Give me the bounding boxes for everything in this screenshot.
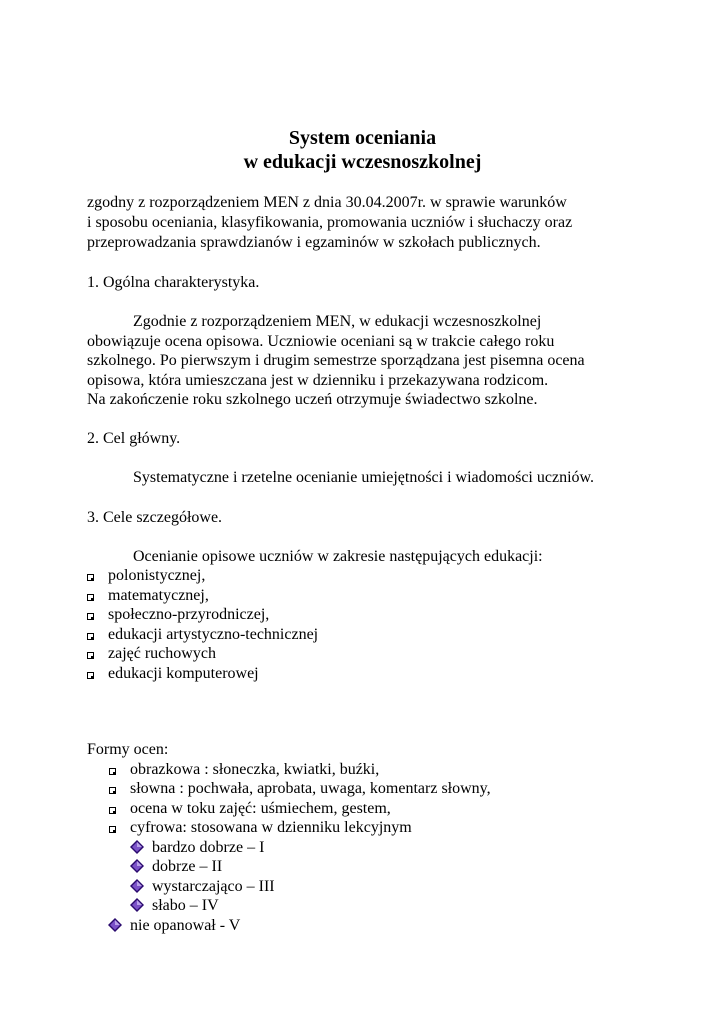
page-subtitle: w edukacji wczesnoszkolnej: [243, 151, 482, 173]
diamond-bullet-icon: [130, 898, 144, 912]
intro-line-3: przeprowadzania sprawdzianów i egzaminów w szkołach publicznych.: [87, 234, 541, 251]
grade-item: bardzo dobrze – I: [152, 839, 265, 856]
checkbox-bullet-icon: [87, 574, 94, 581]
section-3-intro: Ocenianie opisowe uczniów w zakresie następujących edukacji:: [133, 548, 543, 565]
section-1-line-5: Na zakończenie roku szkolnego uczeń otrzymuje świadectwo szkolne.: [87, 391, 538, 408]
diamond-bullet-icon: [130, 879, 144, 893]
checkbox-bullet-icon: [109, 807, 116, 814]
section-1-line-1: Zgodnie z rozporządzeniem MEN, w edukacji wczesnoszkolnej: [133, 313, 542, 330]
section-1-heading: 1. Ogólna charakterystyka.: [87, 274, 260, 291]
intro-line-1: zgodny z rozporządzeniem MEN z dnia 30.04.2007r. w sprawie warunków: [87, 194, 567, 211]
diamond-bullet-icon: [130, 840, 144, 854]
checkbox-bullet-icon: [87, 633, 94, 640]
list-item: matematycznej,: [108, 587, 209, 604]
grade-item: słabo – IV: [152, 897, 219, 914]
section-1-line-4: opisowa, która umieszczana jest w dzienniku i przekazywana rodzicom.: [87, 372, 549, 389]
list-item: polonistycznej,: [108, 567, 206, 584]
list-item: ocena w toku zajęć: uśmiechem, gestem,: [130, 800, 391, 817]
section-1-line-2: obowiązuje ocena opisowa. Uczniowie oceniani są w trakcie całego roku: [87, 333, 555, 350]
diamond-bullet-icon: [130, 859, 144, 873]
checkbox-bullet-icon: [109, 768, 116, 775]
checkbox-bullet-icon: [87, 594, 94, 601]
checkbox-bullet-icon: [87, 613, 94, 620]
list-item: społeczno-przyrodniczej,: [108, 606, 270, 623]
section-1-line-3: szkolnego. Po pierwszym i drugim semestrze sporządzana jest pisemna ocena: [87, 352, 585, 369]
checkbox-bullet-icon: [109, 787, 116, 794]
checkbox-bullet-icon: [87, 652, 94, 659]
section-2-heading: 2. Cel główny.: [87, 430, 181, 447]
diamond-bullet-icon: [108, 918, 122, 932]
intro-line-2: i sposobu oceniania, klasyfikowania, promowania uczniów i słuchaczy oraz: [87, 214, 573, 231]
grade-item: wystarczająco – III: [152, 878, 275, 895]
section-3-heading: 3. Cele szczegółowe.: [87, 509, 223, 526]
page-title: System oceniania: [288, 127, 437, 149]
list-item: cyfrowa: stosowana w dzienniku lekcyjnym: [130, 819, 412, 836]
grade-item: dobrze – II: [152, 858, 223, 875]
grade-item-last: nie opanował - V: [130, 917, 241, 934]
checkbox-bullet-icon: [87, 672, 94, 679]
list-item: słowna : pochwała, aprobata, uwaga, komentarz słowny,: [130, 780, 491, 797]
section-2-line: Systematyczne i rzetelne ocenianie umiejętności i wiadomości uczniów.: [133, 469, 595, 486]
list-item: edukacji komputerowej: [108, 665, 259, 682]
checkbox-bullet-icon: [109, 826, 116, 833]
list-item: obrazkowa : słoneczka, kwiatki, buźki,: [130, 761, 380, 778]
list-item: edukacji artystyczno-technicznej: [108, 626, 319, 643]
forms-heading: Formy ocen:: [87, 741, 169, 758]
list-item: zajęć ruchowych: [108, 645, 216, 662]
